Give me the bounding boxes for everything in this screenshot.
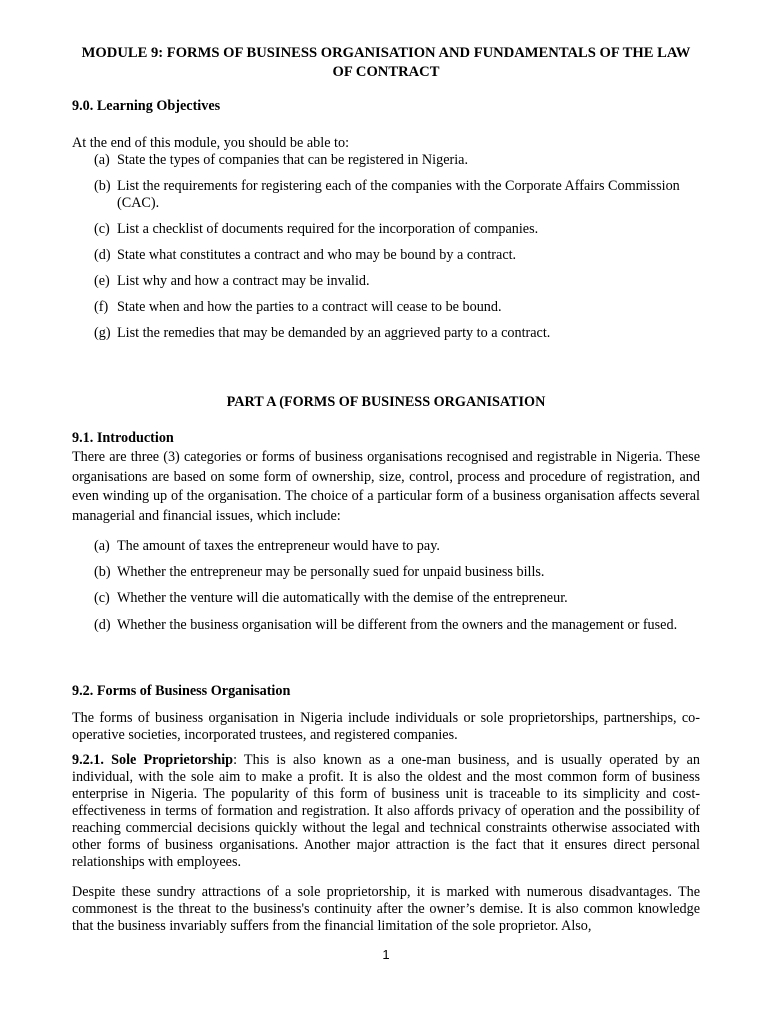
objectives-list (72, 152, 700, 342)
list-item: (a) State the types of companies that can be registered in Nigeria. (94, 152, 469, 168)
page-number: 1 (382, 947, 390, 962)
list-item: (g) List the remedies that may be demanded by an aggrieved party to a contract. (94, 325, 551, 341)
list-item: (e) List why and how a contract may be invalid. (94, 273, 370, 289)
sole-proprietorship-paragraph: 9.2.1. Sole Proprietorship: This is also known as a one-man business, and is usually operated by an individual, with the sole aim to make a profit. It is also the oldest and the most common form of business enterprise in Nigeria. The popularity of this form of business unit is traceable to its simplicity and cost-effectiveness in terms of formation and registration. It also affords privacy of operation and the possibility of reaching commercial decisions quickly without the legal and technical constraints otherwise associated with other forms of business organisations. Another major attraction is the fact that it ensures direct personal relationships with employees. (72, 752, 701, 870)
sole-proprietorship-heading: 9.2.1. Sole Proprietorship (72, 752, 234, 768)
learning-objectives-heading: 9.0. Learning Objectives (72, 98, 221, 114)
list-item: (d) Whether the business organisation will be different from the owners and the management or fused. (94, 617, 678, 633)
list-item: (c) List a checklist of documents required for the incorporation of companies. (94, 221, 539, 237)
introduction-heading: 9.1. Introduction (72, 430, 174, 446)
introduction-paragraph: There are three (3) categories or forms of business organisations recognised and registrable in Nigeria. These organisations are based on some form of ownership, size, control, process and procedure of registration, and even winding up of the organisation. The choice of a particular form of a business organisation affects several managerial and financial issues, which include: (72, 449, 700, 524)
forms-heading: 9.2. Forms of Business Organisation (72, 683, 291, 699)
module-title: MODULE 9: FORMS OF BUSINESS ORGANISATION AND FUNDAMENTALS OF THE LAW OF CONTRACT (81, 45, 691, 80)
list-item: (d) State what constitutes a contract and who may be bound by a contract. (94, 247, 517, 263)
objectives-intro: At the end of this module, you should be able to: (72, 135, 350, 151)
list-item: (c) Whether the venture will die automatically with the demise of the entrepreneur. (94, 590, 568, 606)
list-item: (f) State when and how the parties to a contract will cease to be bound. (94, 299, 502, 315)
list-item: (a) The amount of taxes the entrepreneur would have to pay. (94, 538, 440, 554)
list-item: (b) Whether the entrepreneur may be personally sued for unpaid business bills. (94, 564, 545, 580)
disadvantages-paragraph: Despite these sundry attractions of a sole proprietorship, it is marked with numerous disadvantages. The commonest is the threat to the business's continuity after the owner’s demise. It is also common knowledge that the business invariably suffers from the financial limitation of the sole proprietor. Also, (72, 884, 700, 934)
list-item: (b) List the requirements for registering each of the companies with the Corporate Affairs Commission (CAC). (94, 178, 680, 211)
document-page (72, 0, 700, 1024)
introduction-list (72, 538, 700, 635)
part-a-heading: PART A (FORMS OF BUSINESS ORGANISATION (226, 394, 546, 410)
forms-paragraph: The forms of business organisation in Nigeria include individuals or sole proprietorships, partnerships, co-operative societies, incorporated trustees, and registered companies. (72, 710, 700, 743)
